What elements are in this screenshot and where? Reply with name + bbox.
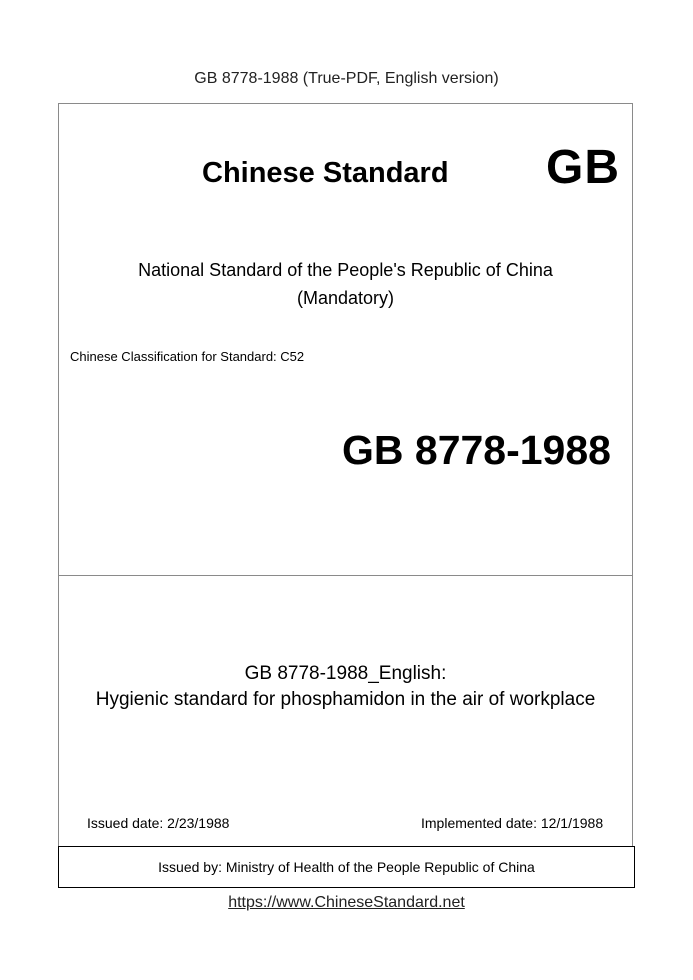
- issuer-text: Issued by: Ministry of Health of the People Republic of China: [158, 859, 535, 875]
- document-title: Hygienic standard for phosphamidon in the air of workplace: [95, 689, 596, 710]
- national-standard-line: National Standard of the People's Republic of China: [138, 260, 553, 280]
- standard-number: GB 8778-1988: [342, 427, 611, 473]
- issuer-box: [58, 846, 635, 888]
- website-link[interactable]: https://www.ChineseStandard.net: [228, 894, 465, 911]
- page-header: GB 8778-1988 (True-PDF, English version): [194, 70, 499, 87]
- implemented-date: Implemented date: 12/1/1988: [421, 815, 604, 831]
- issued-date: Issued date: 2/23/1988: [87, 815, 230, 831]
- document-title-frame: [58, 575, 633, 847]
- classification-text: Chinese Classification for Standard: C52: [70, 349, 305, 364]
- mandatory-label: (Mandatory): [296, 288, 395, 308]
- cover-title: Chinese Standard: [202, 157, 449, 189]
- gb-mark: GB: [546, 141, 620, 194]
- document-code-title: GB 8778-1988_English:: [244, 663, 447, 684]
- footer: [0, 894, 693, 912]
